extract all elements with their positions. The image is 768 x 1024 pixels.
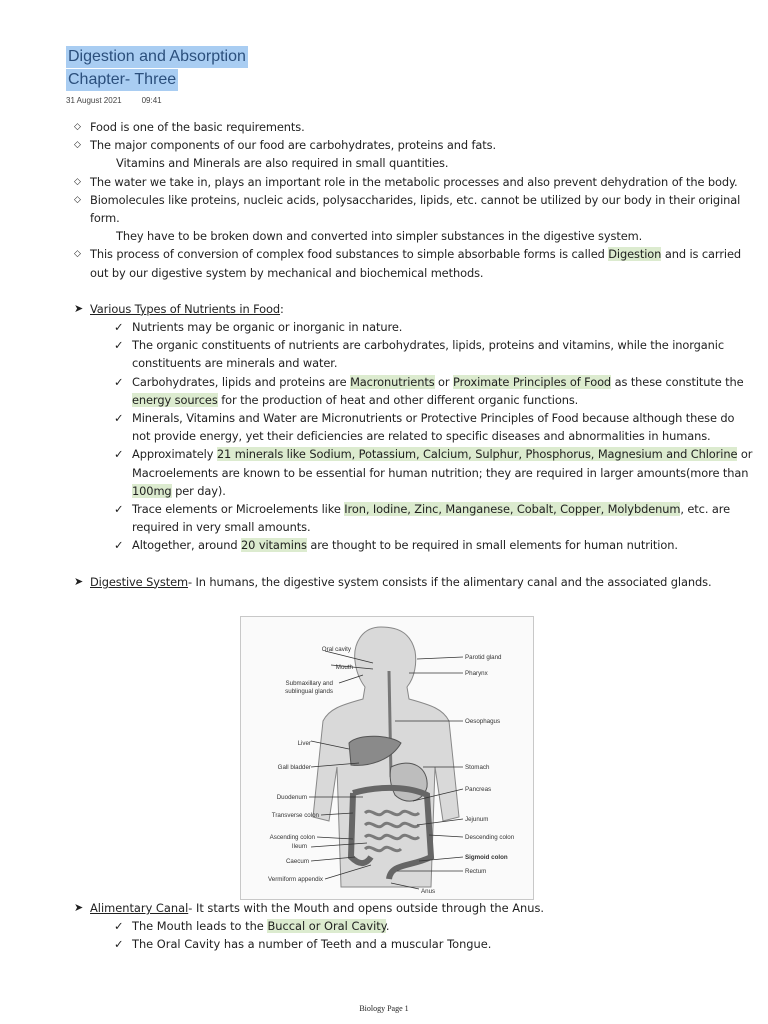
check-item: ✓ The Oral Cavity has a number of Teeth and a muscular Tongue. xyxy=(114,935,754,953)
section-heading: Alimentary Canal xyxy=(90,901,189,915)
label-vermiform: Vermiform appendix xyxy=(267,876,323,883)
check-icon: ✓ xyxy=(114,538,124,553)
highlight: 20 vitamins xyxy=(241,538,307,553)
label-gall-bladder: Gall bladder xyxy=(277,764,311,771)
check-item: ✓ Nutrients may be organic or inorganic in nature. xyxy=(114,318,754,336)
label-pancreas: Pancreas xyxy=(465,786,492,793)
digestive-section: ➤ Digestive System- In humans, the digestive system consists if the alimentary canal and the associated glands. xyxy=(74,573,754,591)
check-item: ✓ Trace elements or Microelements like Iron, Iodine, Zinc, Manganese, Cobalt, Copper, Molybdenum, etc. are required in very small amounts. xyxy=(114,502,730,535)
label-parotid: Parotid gland xyxy=(465,654,502,661)
label-liver: Liver xyxy=(297,740,311,747)
arrow-bullet-icon: ➤ xyxy=(74,901,84,914)
nutrients-section: ➤ Various Types of Nutrients in Food: ✓ Nutrients may be organic or inorganic in nature. ✓ The organic constituents of nutrients are carbohydrates, lipids, proteins and vitamins, while the inorganic constituents are minerals and water. ✓ Carbohydrates, lipids and proteins are Macronutrients or Proximate Principles of Food as these constitute the energy sources for the production of heat and other different organic functions. ✓ Minerals, Vitamins and Water are Micronutrients or Protective Principles of Food because although these do not provide energy, yet their deficiencies are related to specific diseases and abnormalities in humans. ✓ Approximately 21 minerals like Sodium, Potassium, Calcium, Sulphur, Phosphorus, Magnesium and Chlorine or Macroelements are known to be essential for human nutrition; they are required in larger amounts(more than 100mg per day). ✓ Trace elements or Microelements like Iron, Iodine, Zinc, Manganese, Cobalt, Copper, Molybdenum, etc. are required in very small amounts. ✓ Altogether, around 20 vitamins are thought to be required in small elements for human nutrition. xyxy=(74,300,754,555)
checklist xyxy=(114,318,754,555)
check-icon: ✓ xyxy=(114,919,124,934)
section-heading: Various Types of Nutrients in Food xyxy=(90,301,281,316)
check-icon: ✓ xyxy=(114,502,124,517)
check-icon: ✓ xyxy=(114,447,124,462)
page-title: Digestion and Absorption xyxy=(66,46,248,68)
alimentary-section xyxy=(74,899,754,954)
check-icon: ✓ xyxy=(114,338,124,353)
highlight: Iron, Iodine, Zinc, Manganese, Cobalt, Copper, Molybdenum xyxy=(344,502,681,517)
label-descending-colon: Descending colon xyxy=(465,834,515,841)
check-item: ✓ The organic constituents of nutrients are carbohydrates, lipids, proteins and vitamins, while the inorganic constituents are minerals and water. xyxy=(114,338,724,371)
check-item: ✓ The Mouth leads to the Buccal or Oral Cavity. xyxy=(114,917,754,935)
section-heading: Digestive System xyxy=(90,574,188,589)
digestive-system-diagram xyxy=(240,616,534,900)
label-sigmoid-colon: Sigmoid colon xyxy=(465,854,508,861)
intro-subline: Vitamins and Minerals are also required in small quantities. xyxy=(116,156,449,171)
check-item: ✓ Altogether, around 20 vitamins are thought to be required in small elements for human nutrition. xyxy=(114,536,754,554)
label-mouth: Mouth xyxy=(335,664,353,671)
highlight: Macronutrients xyxy=(350,374,435,389)
label-stomach: Stomach xyxy=(465,764,490,771)
label-duodenum: Duodenum xyxy=(276,794,307,801)
arrow-bullet-icon: ➤ xyxy=(74,574,84,588)
intro-bullet: ◇ Biomolecules like proteins, nucleic acids, polysaccharides, lipids, etc. cannot be utilized by our body in their original form. xyxy=(74,191,754,227)
label-caecum: Caecum xyxy=(285,858,309,865)
check-item: ✓ Approximately 21 minerals like Sodium, Potassium, Calcium, Sulphur, Phosphorus, Magnesium and Chlorine or Macroelements are known to be essential for human nutrition; they are required in larger amounts(more than 100mg per day). xyxy=(114,447,753,498)
arrow-bullet-icon: ➤ xyxy=(74,301,84,315)
label-ascending-colon: Ascending colon xyxy=(269,834,315,841)
timestamp xyxy=(66,96,162,105)
label-jejunum: Jejunum xyxy=(465,816,489,823)
check-item: ✓ Minerals, Vitamins and Water are Micronutrients or Protective Principles of Food because although these do not provide energy, yet their deficiencies are related to specific diseases and abnormalities in humans. xyxy=(114,411,735,444)
intro-bullet: ◇ The major components of our food are carbohydrates, proteins and fats. xyxy=(74,136,754,154)
alimentary-heading-row: ➤ Alimentary Canal- It starts with the Mouth and opens outside through the Anus. ✓ The Mouth leads to the Buccal or Oral Cavity. ✓ The Oral Cavity has a number of Teeth and a muscular Tongue. xyxy=(74,899,754,954)
label-submax: Submaxillary and xyxy=(285,680,333,687)
highlight: Digestion xyxy=(608,247,662,262)
highlight: 100mg xyxy=(132,483,172,498)
check-icon: ✓ xyxy=(114,937,124,952)
highlight: 21 minerals like Sodium, Potassium, Calcium, Sulphur, Phosphorus, Magnesium and Chlorine xyxy=(216,447,738,462)
label-ileum: Ileum xyxy=(291,843,307,850)
check-icon: ✓ xyxy=(114,320,124,335)
label-rectum: Rectum xyxy=(465,868,487,875)
check-icon: ✓ xyxy=(114,411,124,426)
label-oesophagus: Oesophagus xyxy=(465,718,501,725)
label-transverse-colon: Transverse colon xyxy=(271,812,319,819)
highlight: Buccal or Oral Cavity xyxy=(267,919,386,934)
chapter-title: Chapter- Three xyxy=(66,69,178,91)
time-text: 09:41 xyxy=(141,96,162,105)
title-block xyxy=(66,46,248,92)
label-anus: Anus xyxy=(421,888,436,895)
check-item: ✓ Carbohydrates, lipids and proteins are Macronutrients or Proximate Principles of Food as these constitute the energy sources for the production of heat and other different organic functions. xyxy=(114,374,744,407)
label-pharynx: Pharynx xyxy=(465,670,488,677)
highlight: Proximate Principles of Food xyxy=(453,374,612,389)
note-body xyxy=(74,118,754,591)
label-oral-cavity: Oral cavity xyxy=(321,646,351,653)
date-text: 31 August 2021 xyxy=(66,96,122,105)
checklist xyxy=(114,917,754,953)
intro-bullet: ◇ Food is one of the basic requirements. xyxy=(74,118,754,136)
intro-bullet: ◇ This process of conversion of complex food substances to simple absorbable forms is called Digestion and is carried out by our digestive system by mechanical and biochemical methods. xyxy=(74,245,754,281)
intro-bullet: ◇ The water we take in, plays an important role in the metabolic processes and also prevent dehydration of the body. xyxy=(74,173,754,191)
check-icon: ✓ xyxy=(114,374,124,389)
intro-subline: They have to be broken down and converted into simpler substances in the digestive system. xyxy=(116,229,643,244)
page-footer: Biology Page 1 xyxy=(359,1004,409,1013)
highlight: energy sources xyxy=(132,392,218,407)
label-submax2: sublingual glands xyxy=(285,688,333,695)
